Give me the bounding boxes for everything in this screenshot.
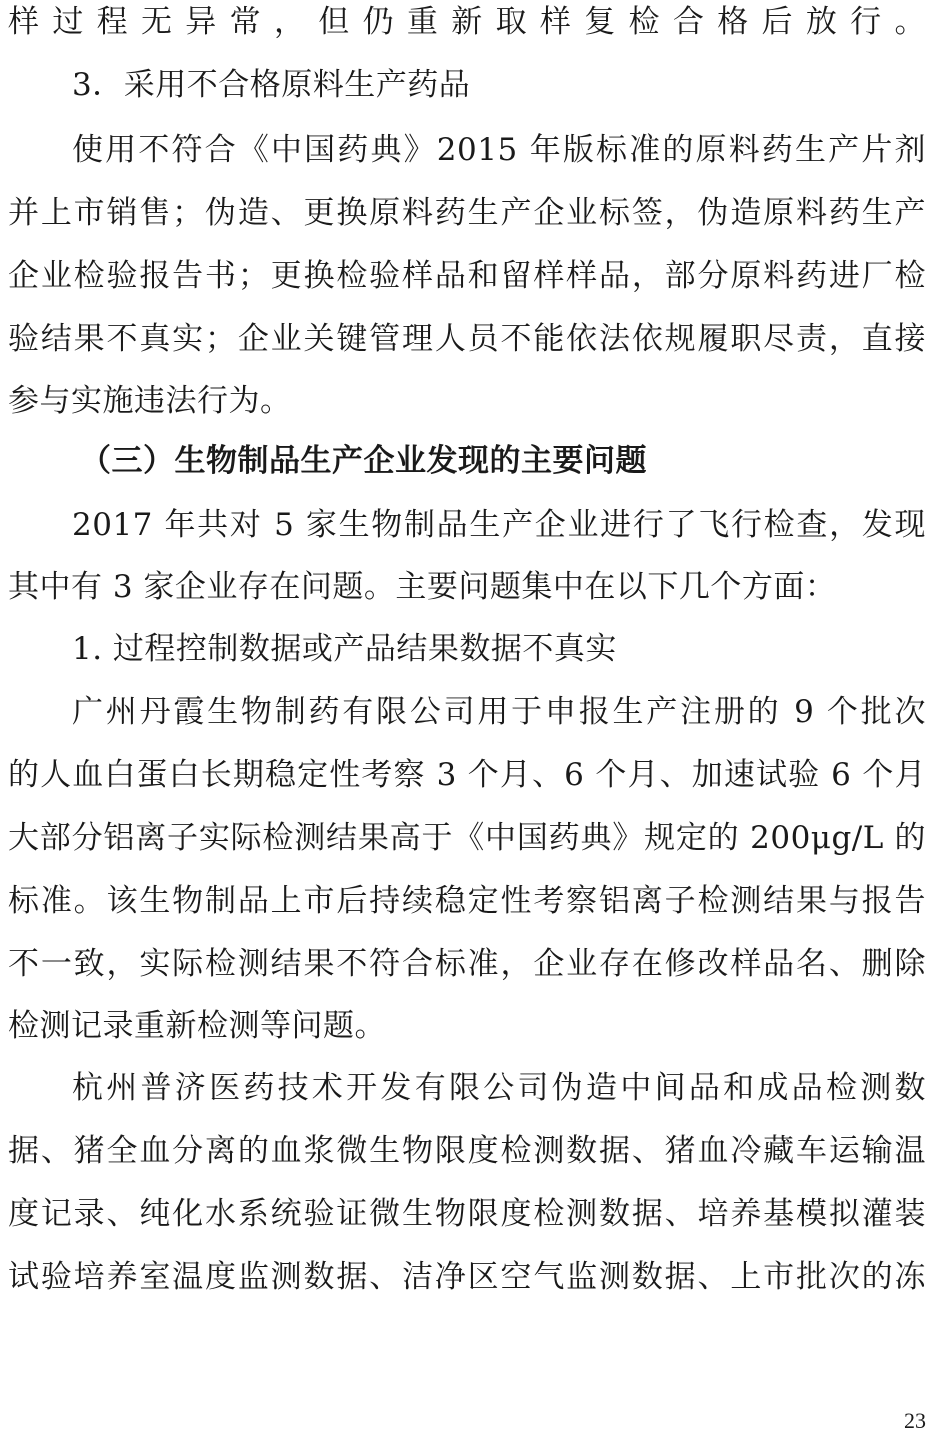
paragraph-line: 试验培养室温度监测数据、洁净区空气监测数据、上市批次的冻 [8, 1259, 926, 1295]
section-heading: （三）生物制品生产企业发现的主要问题 [80, 443, 647, 479]
paragraph-line: 并上市销售；伪造、更换原料药生产企业标签，伪造原料药生产 [8, 195, 926, 231]
paragraph-line: 不一致，实际检测结果不符合标准，企业存在修改样品名、删除 [8, 946, 926, 982]
paragraph-line: 参与实施违法行为。 [8, 383, 292, 419]
paragraph-line: 杭州普济医药技术开发有限公司伪造中间品和成品检测数 [72, 1070, 926, 1106]
paragraph-line: 企业检验报告书；更换检验样品和留样样品，部分原料药进厂检 [8, 258, 926, 294]
page-number: 23 [904, 1408, 926, 1433]
section-heading: 1. 过程控制数据或产品结果数据不真实 [72, 631, 617, 667]
paragraph-line: 的人血白蛋白长期稳定性考察 3 个月、6 个月、加速试验 6 个月 [8, 757, 926, 793]
paragraph-line: 据、猪全血分离的血浆微生物限度检测数据、猪血冷藏车运输温 [8, 1133, 926, 1169]
paragraph-line: 样过程无异常，但仍重新取样复检合格后放行。 [8, 4, 926, 40]
paragraph-line: 广州丹霞生物制药有限公司用于申报生产注册的 9 个批次 [72, 694, 926, 730]
section-heading: 3．采用不合格原料生产药品 [72, 67, 471, 103]
paragraph-line: 度记录、纯化水系统验证微生物限度检测数据、培养基模拟灌装 [8, 1196, 926, 1232]
paragraph-line: 检测记录重新检测等问题。 [8, 1008, 386, 1044]
paragraph-line: 大部分铝离子实际检测结果高于《中国药典》规定的 200μg/L 的 [8, 820, 926, 856]
paragraph-line: 2017 年共对 5 家生物制品生产企业进行了飞行检查，发现 [72, 507, 926, 543]
paragraph-line: 其中有 3 家企业存在问题。主要问题集中在以下几个方面： [8, 569, 837, 605]
paragraph-line: 使用不符合《中国药典》2015 年版标准的原料药生产片剂 [72, 132, 926, 168]
paragraph-line: 验结果不真实；企业关键管理人员不能依法依规履职尽责，直接 [8, 321, 926, 357]
paragraph-line: 标准。该生物制品上市后持续稳定性考察铝离子检测结果与报告 [8, 883, 926, 919]
